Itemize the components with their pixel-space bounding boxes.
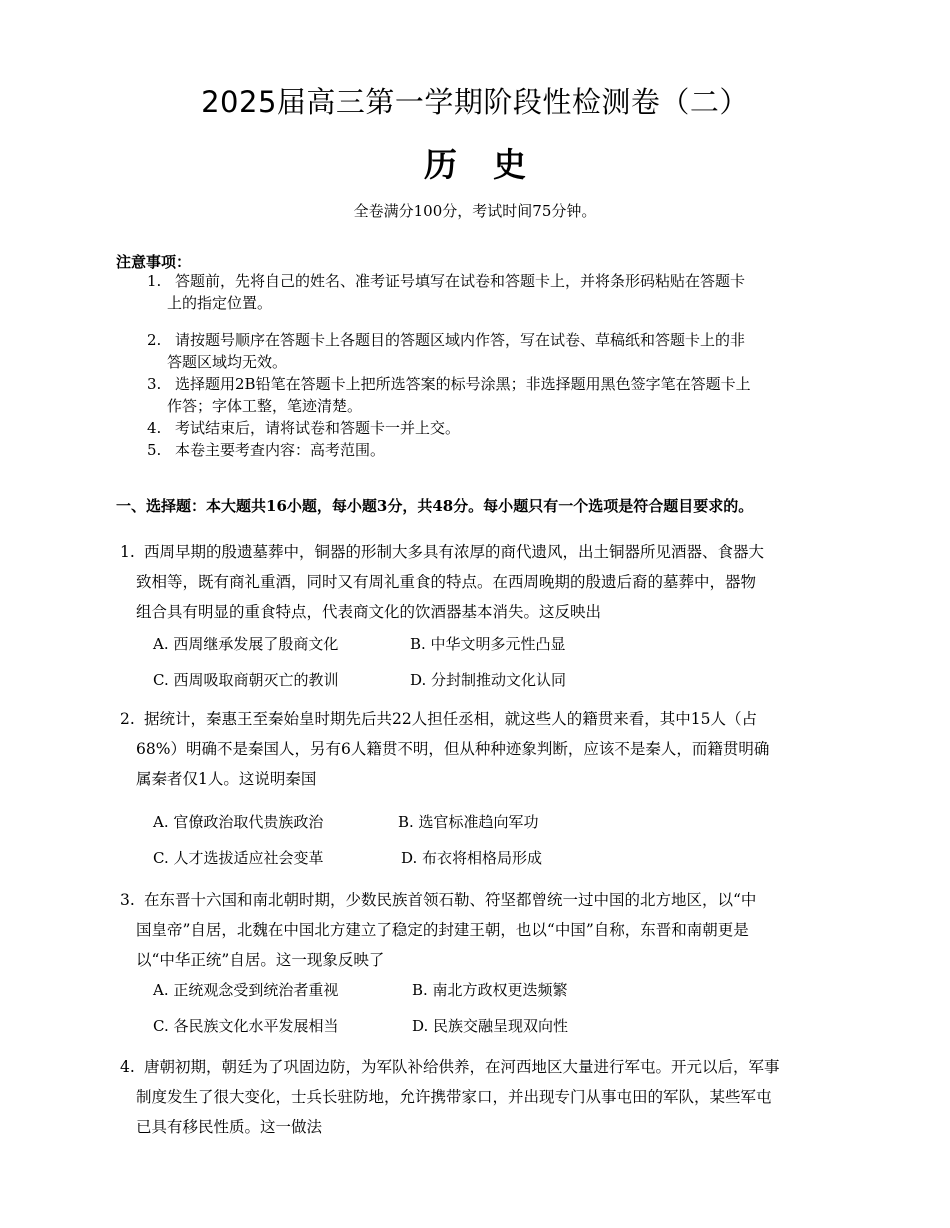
notice-item — [147, 439, 837, 461]
notice-item-text: 选择题用2B铅笔在答题卡上把所选答案的标号涂黑；非选择题用黑色签字笔在答题卡上 — [175, 375, 751, 393]
question-number: 2. — [120, 710, 135, 728]
stem-line: 制度发生了很大变化，士兵长驻防地，允许携带家口，并出现专门从事屯田的军队，某些军屯 — [136, 1088, 772, 1106]
question-2 — [116, 704, 836, 874]
exam-meta: 全卷满分100分，考试时间75分钟。 — [353, 202, 597, 220]
notice-item — [147, 417, 837, 439]
option-c[interactable]: C. 西周吸取商朝灭亡的教训 — [153, 671, 339, 689]
question-number: 3. — [120, 891, 135, 909]
exam-title: 2025届高三第一学期阶段性检测卷（二） — [201, 85, 749, 119]
stem-line: 组合具有明显的重食特点，代表商文化的饮酒器基本消失。这反映出 — [136, 603, 602, 621]
question-3 — [116, 885, 836, 1047]
notice-item-text: 作答；字体工整，笔迹清楚。 — [167, 397, 363, 415]
notice-item-number: 5. — [147, 441, 162, 459]
option-d[interactable]: D. 布衣将相格局形成 — [401, 849, 543, 867]
options — [116, 975, 836, 1047]
notice-item — [147, 270, 837, 314]
stem-line: 唐朝初期，朝廷为了巩固边防，为军队补给供养，在河西地区大量进行军屯。开元以后，军事 — [144, 1058, 780, 1076]
option-a[interactable]: A. 西周继承发展了殷商文化 — [153, 635, 339, 653]
notice-item-text: 请按题号顺序在答题卡上各题目的答题区域内作答，写在试卷、草稿纸和答题卡上的非 — [175, 331, 746, 349]
options — [116, 627, 836, 699]
option-a[interactable]: A. 官僚政治取代贵族政治 — [153, 813, 324, 831]
question-stem — [116, 885, 836, 975]
option-b[interactable]: B. 选官标准趋向军功 — [398, 813, 539, 831]
option-b[interactable]: B. 中华文明多元性凸显 — [410, 635, 566, 653]
notice-item — [147, 329, 837, 373]
stem-line: 据统计，秦惠王至秦始皇时期先后共22人担任丞相，就这些人的籍贯来看，其中15人（占 — [144, 710, 757, 728]
stem-line: 西周早期的殷遗墓葬中，铜器的形制大多具有浓厚的商代遗风，出土铜器所见酒器、食器大 — [144, 543, 765, 561]
option-d[interactable]: D. 民族交融呈现双向性 — [412, 1017, 569, 1035]
question-number: 4. — [120, 1058, 135, 1076]
notice-list — [147, 270, 837, 461]
stem-line: 以“中华正统”自居。这一现象反映了 — [136, 951, 385, 969]
stem-line: 国皇帝”自居，北魏在中国北方建立了稳定的封建王朝，也以“中国”自称，东晋和南朝更是 — [136, 921, 749, 939]
stem-line: 已具有移民性质。这一做法 — [136, 1118, 323, 1136]
option-d[interactable]: D. 分封制推动文化认同 — [410, 671, 567, 689]
stem-line: 68%）明确不是秦国人，另有6人籍贯不明，但从种种迹象判断，应该不是秦人，而籍贯明确 — [136, 740, 770, 758]
notice-item-text: 考试结束后，请将试卷和答题卡一并上交。 — [175, 419, 461, 437]
question-stem — [116, 704, 836, 794]
question-stem — [116, 1052, 836, 1142]
notice-heading: 注意事项： — [116, 253, 192, 271]
notice-item-text: 本卷主要考查内容：高考范围。 — [175, 441, 386, 459]
stem-line: 属秦者仅1人。这说明秦国 — [136, 770, 317, 788]
option-a[interactable]: A. 正统观念受到统治者重视 — [153, 981, 339, 999]
notice-item — [147, 373, 837, 417]
notice-item-text: 上的指定位置。 — [167, 294, 273, 312]
question-number: 1. — [120, 543, 135, 561]
option-c[interactable]: C. 人才选拔适应社会变革 — [153, 849, 324, 867]
question-stem — [116, 537, 836, 627]
notice-item-number: 2. — [147, 331, 162, 349]
notice-item-number: 4. — [147, 419, 162, 437]
option-b[interactable]: B. 南北方政权更迭频繁 — [412, 981, 568, 999]
subject-title: 历史 — [424, 145, 562, 184]
options — [116, 794, 836, 874]
notice-item-text: 答题区域均无效。 — [167, 353, 288, 371]
question-4 — [116, 1052, 836, 1142]
notice-item-text: 答题前，先将自己的姓名、准考证号填写在试卷和答题卡上，并将条形码粘贴在答题卡 — [175, 272, 746, 290]
option-c[interactable]: C. 各民族文化水平发展相当 — [153, 1017, 339, 1035]
notice-item-number: 3. — [147, 375, 162, 393]
stem-line: 致相等，既有商礼重酒，同时又有周礼重食的特点。在西周晚期的殷遗后裔的墓葬中，器物 — [136, 573, 757, 591]
question-1 — [116, 537, 836, 699]
section-heading: 一、选择题：本大题共16小题，每小题3分，共48分。每小题只有一个选项是符合题目要求的。 — [116, 497, 754, 515]
notice-item-number: 1. — [147, 272, 162, 290]
stem-line: 在东晋十六国和南北朝时期，少数民族首领石勒、符坚都曾统一过中国的北方地区，以“中 — [144, 891, 757, 909]
